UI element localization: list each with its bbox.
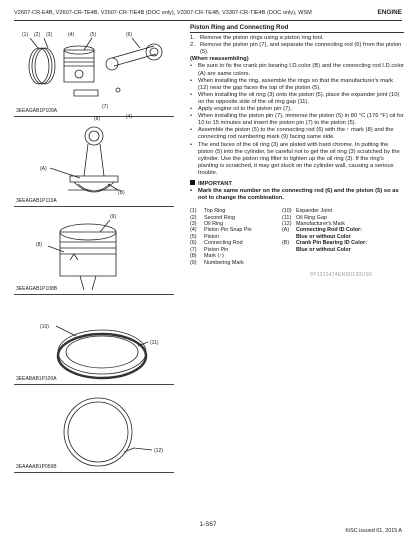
bullet-3: • When installing the oil ring (3) onto the piston (5), place the expander joint (10) on the opposite side of the oil ring gap (11).	[190, 92, 404, 106]
bullet-7-text: The end faces of the oil ring (3) are plated with hard chrome. In putting the piston (5) into the cylinder, be careful not to get the oil ring (3) scratched by the cylinder. Use the piston ring filter to tighten up the oil ring (3). If the ring's planting is scratched, it may get stuck on the cylinder wall, causing a serious trouble.	[198, 141, 400, 176]
bullet-3-text: When installing the oil ring (3) onto the piston (5), place the expander joint (10) on the opposite side of the oil ring gap (11).	[198, 91, 400, 105]
bullet-6: • Assemble the piston (5) to the connecting rod (6) with the ↑ mark (8) and the connecting rod numbering mark (9) facing same side.	[190, 127, 404, 141]
header-rule	[14, 20, 402, 21]
legend-value: Piston Pin	[204, 246, 229, 253]
fig4-label-11: (11)	[150, 340, 159, 346]
legend-value: Piston	[204, 233, 219, 240]
fig1-label-2: (2)	[34, 32, 41, 38]
legend-value: Manufacturer's Mark	[296, 221, 345, 228]
header-section: ENGINE	[377, 9, 402, 16]
important-heading	[190, 180, 404, 188]
legend-item	[282, 227, 404, 240]
fig1-label-7: (7)	[102, 104, 109, 110]
figure-id-5: 3EAAAAB1P056B	[16, 464, 57, 470]
oil-ring-drawing	[14, 306, 174, 384]
figure-piston-marks	[14, 208, 174, 295]
legend-left-column	[190, 208, 282, 266]
fig2-label-B: (B)	[118, 190, 125, 196]
legend-value: Oil Ring	[204, 221, 224, 228]
fig5-label-12: (12)	[154, 448, 163, 454]
legend-value-line1: Crank Pin Bearing ID Color:	[296, 240, 367, 247]
bullet-2-text: When installing the ring, assemble the rings so that the manufacturer's mark (12) near the gap faces the top of the piston (5).	[198, 77, 394, 91]
legend-value: Oil Ring Gap	[296, 214, 327, 221]
step-2	[190, 42, 404, 56]
step-2-number: 2.	[190, 42, 195, 49]
legend-key: (A)	[282, 227, 290, 234]
legend-value: Mark (↑)	[204, 253, 224, 260]
legend-value: Expander Joint	[296, 208, 332, 215]
step-1	[190, 35, 404, 42]
fig2-label-A: (A)	[40, 166, 47, 172]
legend-key: (8)	[190, 253, 197, 260]
legend-value-line2: Blue or without Color	[296, 246, 351, 253]
legend-value: Second Ring	[204, 214, 235, 221]
fig1-label-4b: (4)	[126, 114, 133, 120]
important-text: Mark the same number on the connecting rod (6) and the piston (5) so as not to change the combination.	[198, 188, 399, 202]
figure-id-2: 3EEAGAB1P110A	[16, 198, 57, 204]
legend-key: (3)	[190, 221, 197, 228]
legend-value-line2: Blue or without Color	[296, 233, 351, 240]
legend-value	[296, 240, 367, 253]
connecting-rod-drawing	[14, 118, 174, 206]
legend	[190, 208, 404, 266]
legend-right-column	[282, 208, 404, 266]
procedure-text	[190, 24, 404, 279]
fig4-label-10: (10)	[40, 324, 49, 330]
important-label: IMPORTANT	[198, 180, 233, 187]
legend-key: (5)	[190, 233, 197, 240]
legend-item	[282, 240, 404, 253]
figure-ring-mark	[14, 394, 174, 473]
bullet-1-text: Be sure to fix the crank pin bearing I.D.color (B) and the connecting rod I.D.color (A) are same colors.	[198, 63, 404, 77]
legend-key: (6)	[190, 240, 197, 247]
legend-key: (4)	[190, 227, 197, 234]
legend-value: Top Ring	[204, 208, 226, 215]
reference-code: 9Y1211474ENS0130US0	[310, 271, 373, 278]
step-2-text: Remove the piston pin (7), and separate the connecting rod (6) from the piston (5).	[200, 42, 402, 56]
bullet-5: • When installing the piston pin (7), immerse the piston (5) in 80 °C (176 °F) oil for 10 to 15 minutes and insert the piston pin (7) to the piston (5).	[190, 113, 404, 127]
legend-item	[190, 260, 282, 266]
legend-key: (10)	[282, 208, 292, 215]
fig1-label-8: (8)	[94, 116, 101, 122]
bullet-7: • The end faces of the oil ring (3) are plated with hard chrome. In putting the piston (5) into the cylinder, be careful not to get the oil ring (3) scratched by the cylinder. Use the piston ring filter to tighten up the oil ring (3). If the ring's planting is scratched, it may get stuck on the cylinder wall, causing a serious trouble.	[190, 142, 404, 177]
figure-connecting-rod	[14, 118, 174, 207]
page-number: 1-S67	[199, 521, 217, 528]
legend-key: (2)	[190, 214, 197, 221]
important-note: • Mark the same number on the connecting rod (6) and the piston (5) so as not to change the combination.	[190, 188, 404, 202]
figure-id-3: 3EEAGAB1P108B	[16, 286, 58, 292]
legend-key: (B)	[282, 240, 290, 247]
step-1-number: 1.	[190, 35, 195, 42]
fig1-label-5: (5)	[90, 32, 97, 38]
ring-mark-drawing	[14, 394, 174, 472]
figure-piston-exploded	[14, 28, 174, 122]
legend-value: Numbering Mark	[204, 259, 244, 266]
header-models: V2607-CR-E4B, V2607-CR-TE4B, V2607-CR-TIE4B (DOC only), V3307-CR-TE4B, V3307-CR-TIE4B (DOC only), WSM	[14, 10, 312, 16]
legend-key: (12)	[282, 221, 292, 228]
fig3-label-8: (8)	[36, 242, 43, 248]
legend-value	[296, 227, 362, 240]
important-square-icon	[190, 180, 195, 185]
legend-key: (1)	[190, 208, 197, 215]
fig3-label-9: (9)	[110, 214, 117, 220]
bullet-2: • When installing the ring, assemble the rings so that the manufacturer's mark (12) near the gap faces the top of the piston (5).	[190, 78, 404, 92]
piston-exploded-drawing	[14, 28, 174, 122]
bullet-4-text: Apply engine oil to the piston pin (7).	[198, 106, 292, 113]
fig1-label-3: (3)	[46, 32, 53, 38]
fig1-label-6: (6)	[126, 32, 133, 38]
bullet-5-text: When installing the piston pin (7), immerse the piston (5) in 80 °C (176 °F) oil for 10 to 15 minutes and insert the piston pin (7) to the piston (5).	[198, 113, 404, 127]
legend-value-line1: Connecting Rod ID Color:	[296, 227, 362, 234]
issue-info: KiSC issued 01, 2015 A	[345, 528, 402, 534]
bullet-4: • Apply engine oil to the piston pin (7).	[190, 106, 292, 113]
bullet-6-text: Assemble the piston (5) to the connecting rod (6) with the ↑ mark (8) and the connecting rod numbering mark (9) facing same side.	[198, 127, 394, 141]
bullet-1: • Be sure to fix the crank pin bearing I.D.color (B) and the connecting rod I.D.color (A) are same colors.	[190, 63, 404, 77]
legend-value: Connecting Rod	[204, 240, 243, 247]
legend-key: (7)	[190, 246, 197, 253]
legend-value: Piston Pin Snap Pin	[204, 227, 252, 234]
reassembling-heading: (When reassembling)	[190, 56, 249, 63]
figure-oil-ring	[14, 306, 174, 385]
figure-id-1: 3EEAGAB1P109A	[16, 108, 58, 114]
step-1-text: Remove the piston rings using a piston ring tool.	[200, 35, 324, 42]
fig1-label-1: (1)	[22, 32, 29, 38]
fig1-label-4: (4)	[68, 32, 75, 38]
legend-key: (9)	[190, 259, 197, 266]
figure-id-4: 3EEABAB1P100A	[16, 376, 57, 382]
legend-key: (11)	[282, 214, 292, 221]
section-title: Piston Ring and Connecting Rod	[190, 24, 404, 33]
piston-marks-drawing	[14, 208, 174, 294]
